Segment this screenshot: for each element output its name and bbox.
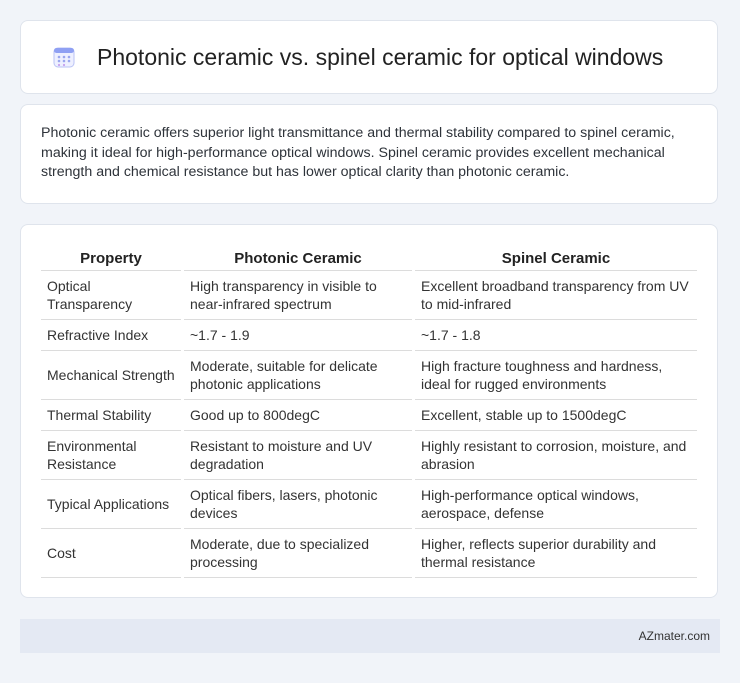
intro-text: Photonic ceramic offers superior light transmittance and thermal stability compared to spinel ceramic, making it ideal for high-performance optical windows. Spinel ceramic provides excellent mechanical strength and chemical resistance but has lower optical clarity than photonic ceramic. [41, 125, 675, 180]
row-photonic: Moderate, due to specialized processing [184, 529, 412, 578]
row-spinel: Highly resistant to corrosion, moisture, and abrasion [415, 431, 697, 480]
footer [20, 619, 720, 653]
row-spinel: ~1.7 - 1.8 [415, 320, 697, 351]
row-spinel: Excellent broadband transparency from UV to mid-infrared [415, 271, 697, 320]
row-property: Optical Transparency [41, 271, 181, 320]
header-photonic: Photonic Ceramic [184, 245, 412, 271]
page-title: Photonic ceramic vs. spinel ceramic for optical windows [97, 43, 664, 70]
table-row [41, 351, 697, 400]
table-row [41, 271, 697, 320]
header-spinel: Spinel Ceramic [415, 245, 697, 271]
row-property: Cost [41, 529, 181, 578]
row-photonic: High transparency in visible to near-infrared spectrum [184, 271, 412, 320]
table-row [41, 320, 697, 351]
row-property: Thermal Stability [41, 400, 181, 431]
row-spinel: Excellent, stable up to 1500degC [415, 400, 697, 431]
table-row [41, 431, 697, 480]
footer-brand-link[interactable]: AZmater.com [638, 629, 710, 643]
row-spinel: High-performance optical windows, aerospace, defense [415, 480, 697, 529]
row-spinel: High fracture toughness and hardness, ideal for rugged environments [415, 351, 697, 400]
comparison-card [20, 224, 718, 598]
intro-card [20, 104, 718, 204]
header-property: Property [41, 245, 181, 271]
title-card [20, 20, 718, 94]
row-photonic: Optical fibers, lasers, photonic devices [184, 480, 412, 529]
table-header-row [41, 245, 697, 271]
row-photonic: Moderate, suitable for delicate photonic applications [184, 351, 412, 400]
comparison-table [38, 245, 700, 578]
row-property: Environmental Resistance [41, 431, 181, 480]
table-row [41, 529, 697, 578]
table-row [41, 480, 697, 529]
row-photonic: Good up to 800degC [184, 400, 412, 431]
calendar-grid-icon [51, 44, 77, 70]
table-row [41, 400, 697, 431]
row-property: Refractive Index [41, 320, 181, 351]
row-property: Typical Applications [41, 480, 181, 529]
row-property: Mechanical Strength [41, 351, 181, 400]
row-photonic: Resistant to moisture and UV degradation [184, 431, 412, 480]
row-photonic: ~1.7 - 1.9 [184, 320, 412, 351]
row-spinel: Higher, reflects superior durability and thermal resistance [415, 529, 697, 578]
